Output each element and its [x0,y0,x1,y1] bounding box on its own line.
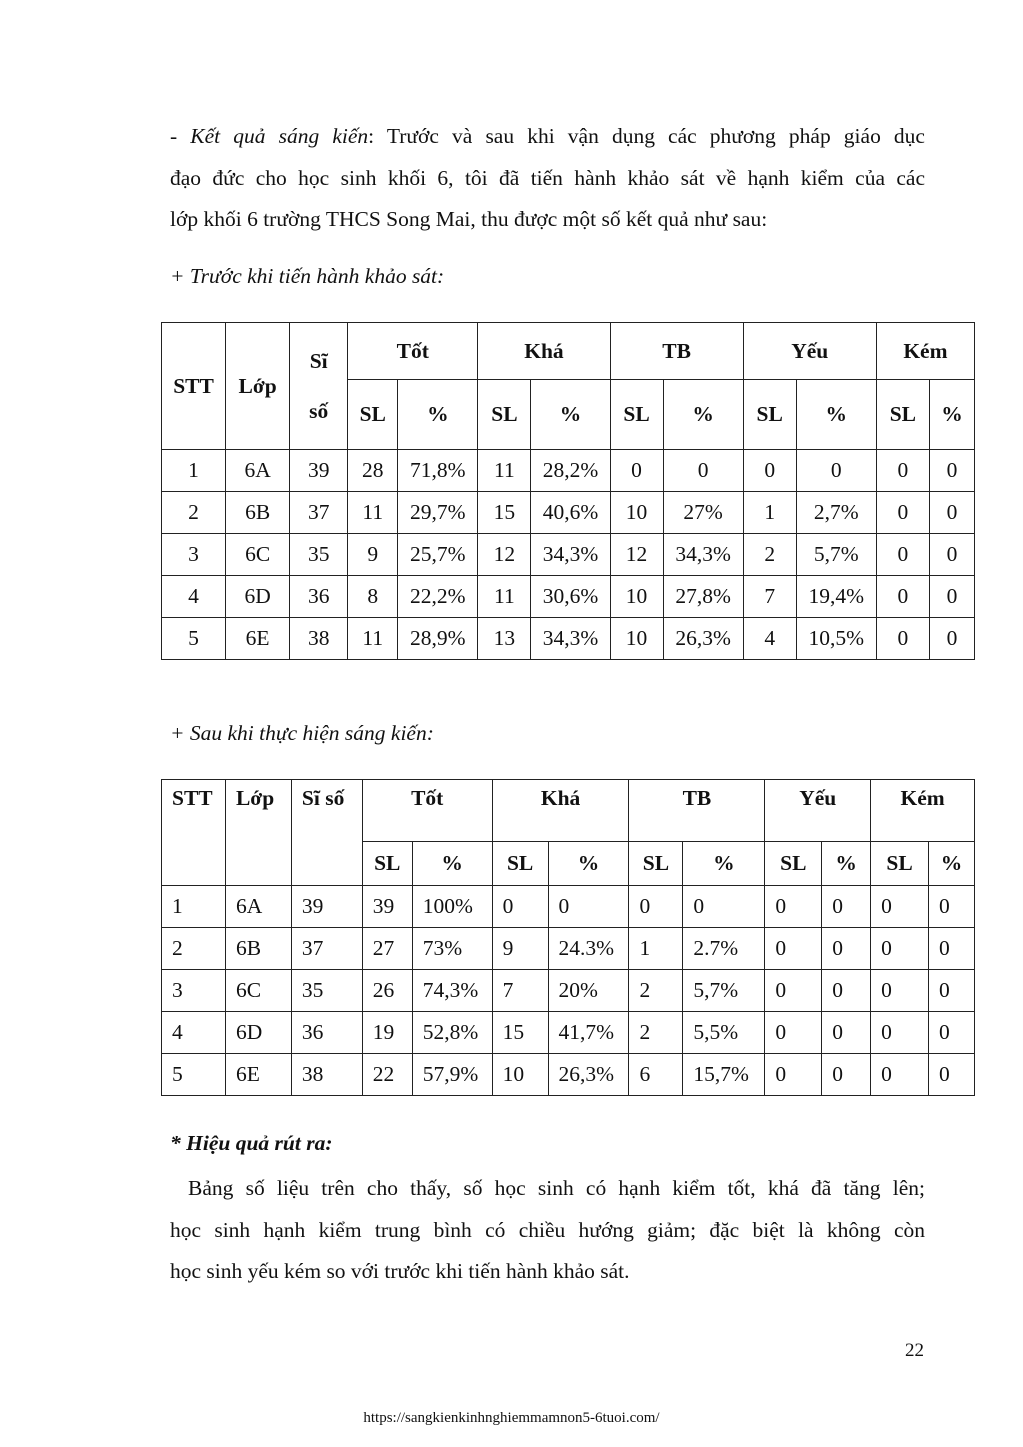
table-cell: 0 [743,450,796,492]
table-row [162,886,975,928]
table-cell: 3 [162,970,226,1012]
table-cell: 24.3% [548,928,629,970]
table-cell: 0 [929,492,974,534]
table-cell: 36 [290,576,348,618]
table-cell: 0 [765,1012,822,1054]
table-cell: 0 [929,1012,975,1054]
table-cell: 5 [162,618,226,660]
effect-line-3: học sinh yếu kém so với trước khi tiến hành khảo sát. [170,1259,630,1283]
table-cell: 10 [610,618,663,660]
before-table-body [162,450,975,660]
table-cell: 15,7% [683,1054,765,1096]
table-cell: 2 [629,1012,683,1054]
table-cell: 27% [663,492,743,534]
table-cell: 0 [822,970,871,1012]
table-row [162,450,975,492]
table-cell: 9 [348,534,398,576]
effect-heading: * Hiệu quả rút ra: [170,1131,333,1155]
header-sl: SL [478,380,531,450]
intro-prefix: - [170,124,191,148]
table-cell: 20% [548,970,629,1012]
table-cell: 6C [225,970,291,1012]
table-cell: 19 [362,1012,412,1054]
header-si-so-line2: số [309,398,329,423]
intro-line-1 [170,116,925,158]
header-sl: SL [743,380,796,450]
table-cell: 2 [629,970,683,1012]
table-cell: 11 [478,450,531,492]
table-cell: 2,7% [796,492,876,534]
table-cell: 0 [822,886,871,928]
table-cell: 0 [765,886,822,928]
table-cell: 1 [629,928,683,970]
table-cell: 0 [610,450,663,492]
header-pct: % [822,842,871,886]
table-cell: 6C [226,534,290,576]
table-cell: 10,5% [796,618,876,660]
table-cell: 0 [929,928,975,970]
table-cell: 38 [290,618,348,660]
table-cell: 30,6% [531,576,610,618]
table-cell: 0 [876,618,929,660]
header-pct: % [683,842,765,886]
header-kha: Khá [478,323,610,380]
intro-paragraph [170,116,925,241]
after-table-body [162,886,975,1096]
table-cell: 39 [291,886,362,928]
effect-line-2: học sinh hạnh kiểm trung bình có chiều hướng giảm; đặc biệt là không còn [170,1217,925,1242]
header-pct: % [929,380,974,450]
table-cell: 10 [610,576,663,618]
table-cell: 37 [291,928,362,970]
table-cell: 9 [492,928,548,970]
before-caption: + Trước khi tiến hành khảo sát: [170,264,445,288]
table-cell: 10 [492,1054,548,1096]
table-cell: 29,7% [398,492,478,534]
table-cell: 39 [290,450,348,492]
table-cell: 0 [929,534,974,576]
table-cell: 25,7% [398,534,478,576]
table-cell: 0 [929,970,975,1012]
table-cell: 4 [162,576,226,618]
table-cell: 5,7% [683,970,765,1012]
table-cell: 34,3% [663,534,743,576]
table-cell: 41,7% [548,1012,629,1054]
table-cell: 0 [822,928,871,970]
header-pct: % [412,842,492,886]
table-cell: 0 [765,970,822,1012]
table-cell: 0 [871,970,929,1012]
table-cell: 2 [743,534,796,576]
after-caption: + Sau khi thực hiện sáng kiến: [170,721,434,745]
header-pct: % [398,380,478,450]
header-kem: Kém [876,323,974,380]
table-cell: 0 [796,450,876,492]
table-row [162,928,975,970]
header-sl: SL [362,842,412,886]
header-si-so: Sĩ số [291,780,362,886]
header-tot: Tốt [362,780,492,842]
table-cell: 13 [478,618,531,660]
intro-label: Kết quả sáng kiến [190,124,369,148]
table-cell: 0 [871,1054,929,1096]
header-sl: SL [610,380,663,450]
table-cell: 52,8% [412,1012,492,1054]
table-cell: 6A [225,886,291,928]
header-sl: SL [348,380,398,450]
header-tb: TB [629,780,765,842]
table-cell: 6A [226,450,290,492]
table-cell: 28 [348,450,398,492]
effect-paragraph [170,1168,925,1293]
table-cell: 27 [362,928,412,970]
table-row [162,970,975,1012]
table-cell: 0 [929,886,975,928]
header-pct: % [531,380,610,450]
table-cell: 36 [291,1012,362,1054]
table-cell: 26 [362,970,412,1012]
page-number: 22 [905,1340,924,1361]
table-row [162,618,975,660]
table-cell: 57,9% [412,1054,492,1096]
footer-url: https://sangkienkinhnghiemmamnon5-6tuoi.com/ [363,1410,660,1426]
header-yeu: Yếu [765,780,871,842]
header-sl: SL [765,842,822,886]
table-cell: 22,2% [398,576,478,618]
table-row [162,492,975,534]
table-cell: 34,3% [531,618,610,660]
table-cell: 35 [290,534,348,576]
header-pct: % [796,380,876,450]
table-cell: 38 [291,1054,362,1096]
header-pct: % [663,380,743,450]
table-cell: 2 [162,928,226,970]
header-lop: Lớp [226,323,290,450]
table-cell: 6D [225,1012,291,1054]
header-sl: SL [629,842,683,886]
header-pct: % [929,842,975,886]
table-cell: 0 [871,1012,929,1054]
table-cell: 39 [362,886,412,928]
table-cell: 0 [765,1054,822,1096]
header-kem: Kém [871,780,975,842]
table-cell: 0 [929,618,974,660]
table-cell: 0 [629,886,683,928]
table-row [162,534,975,576]
table-cell: 73% [412,928,492,970]
table-cell: 26,3% [663,618,743,660]
table-cell: 12 [478,534,531,576]
table-cell: 2.7% [683,928,765,970]
intro-line-1-text: : Trước và sau khi vận dụng các phương pháp giáo dục [368,124,925,148]
table-cell: 22 [362,1054,412,1096]
table-cell: 8 [348,576,398,618]
effect-line-1: Bảng số liệu trên cho thấy, số học sinh có hạnh kiểm tốt, khá đã tăng lên; [188,1176,925,1200]
table-cell: 6 [629,1054,683,1096]
header-pct: % [548,842,629,886]
table-cell: 74,3% [412,970,492,1012]
table-cell: 0 [765,928,822,970]
table-cell: 100% [412,886,492,928]
table-cell: 37 [290,492,348,534]
table-cell: 71,8% [398,450,478,492]
table-cell: 11 [348,618,398,660]
table-cell: 0 [876,492,929,534]
after-survey-table [161,779,975,1096]
header-si-so-line1: Sĩ [309,348,328,373]
table-cell: 4 [162,1012,226,1054]
table-cell: 11 [478,576,531,618]
table-row [162,1054,975,1096]
header-tot: Tốt [348,323,478,380]
table-cell: 2 [162,492,226,534]
header-stt: STT [162,780,226,886]
table-cell: 0 [663,450,743,492]
header-kha: Khá [492,780,629,842]
table-cell: 5,5% [683,1012,765,1054]
table-cell: 6B [226,492,290,534]
header-sl: SL [871,842,929,886]
table-cell: 6B [225,928,291,970]
intro-line-3: lớp khối 6 trường THCS Song Mai, thu được một số kết quả như sau: [170,207,768,231]
table-cell: 0 [683,886,765,928]
header-stt: STT [162,323,226,450]
table-cell: 34,3% [531,534,610,576]
table-row [162,1012,975,1054]
table-cell: 5,7% [796,534,876,576]
table-cell: 4 [743,618,796,660]
table-cell: 5 [162,1054,226,1096]
table-cell: 7 [492,970,548,1012]
table-cell: 27,8% [663,576,743,618]
table-cell: 0 [929,1054,975,1096]
header-si-so [290,323,348,450]
table-cell: 15 [492,1012,548,1054]
table-cell: 35 [291,970,362,1012]
table-cell: 1 [162,886,226,928]
table-cell: 28,9% [398,618,478,660]
table-cell: 0 [876,450,929,492]
table-cell: 0 [492,886,548,928]
header-sl: SL [876,380,929,450]
table-row [162,576,975,618]
table-cell: 6D [226,576,290,618]
table-cell: 0 [876,534,929,576]
intro-line-2: đạo đức cho học sinh khối 6, tôi đã tiến hành khảo sát về hạnh kiểm của các [170,165,925,190]
table-cell: 0 [822,1054,871,1096]
header-lop: Lớp [225,780,291,886]
table-cell: 3 [162,534,226,576]
table-cell: 0 [876,576,929,618]
table-cell: 0 [548,886,629,928]
table-cell: 6E [226,618,290,660]
table-cell: 10 [610,492,663,534]
table-cell: 28,2% [531,450,610,492]
table-cell: 19,4% [796,576,876,618]
table-cell: 1 [162,450,226,492]
header-tb: TB [610,323,743,380]
table-cell: 26,3% [548,1054,629,1096]
table-cell: 40,6% [531,492,610,534]
header-sl: SL [492,842,548,886]
table-cell: 15 [478,492,531,534]
table-cell: 7 [743,576,796,618]
table-cell: 0 [871,928,929,970]
before-survey-table [161,322,975,660]
table-cell: 0 [871,886,929,928]
table-cell: 0 [929,576,974,618]
table-cell: 12 [610,534,663,576]
table-cell: 6E [225,1054,291,1096]
table-cell: 0 [822,1012,871,1054]
table-cell: 1 [743,492,796,534]
table-cell: 11 [348,492,398,534]
header-yeu: Yếu [743,323,876,380]
table-cell: 0 [929,450,974,492]
